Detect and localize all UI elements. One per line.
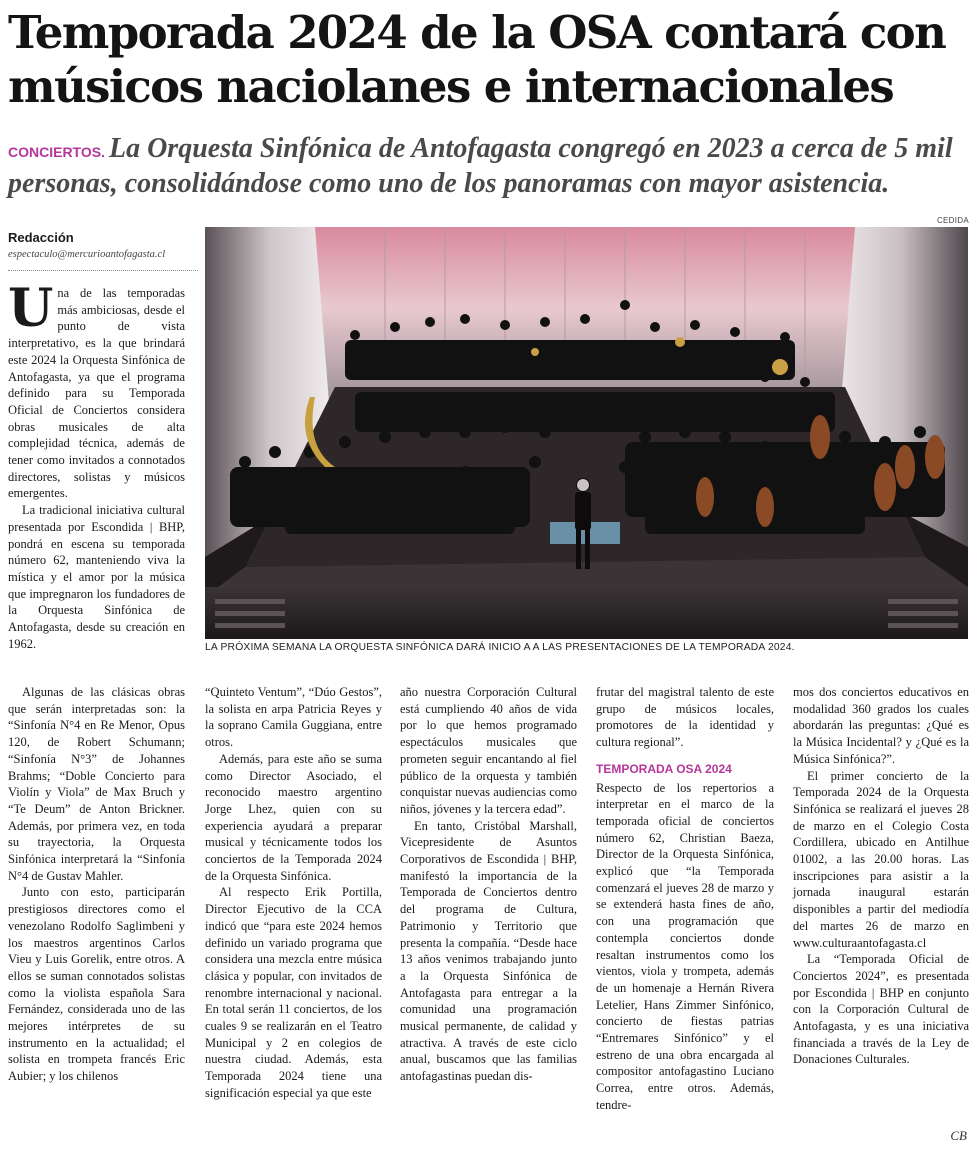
paragraph: Además, para este año se suma como Director Asociado, el reconocido maestro argentino Jorge Lhez, quien con su experiencia ayudará a preparar musical y técnicamente todos los conciertos de la Temporada 2024 de la Orquesta Sinfónica.	[205, 751, 382, 883]
paragraph: mos dos conciertos educativos en modalidad 360 grados los cuales abordarán las preguntas: ¿Qué es la Música Incidental? y ¿Qué es la Música Sinfónica?”.	[793, 685, 969, 766]
paragraph: El primer concierto de la Temporada 2024 de la Orquesta Sinfónica se realizará el jueves 28 de marzo en el Colegio Costa Cordillera, ubicado en Antilhue 01002, a las 20.00 horas. Las inscripciones para asistir a la jornada inaugural estarán disponibles a partir del mediodía del martes 26 de marzo en www.culturaantofagasta.cl	[793, 768, 969, 950]
byline-author: Redacción	[8, 230, 74, 245]
paragraph: La “Temporada Oficial de Conciertos 2024”, es presentada por Escondida | BHP en conjunto con la Corporación Cultural de Antofagasta, y es una iniciativa financiada a través de la Ley de Donaciones Culturales.	[793, 952, 969, 1067]
paragraph: La tradicional iniciativa cultural presentada por Escondida | BHP, pondrá en escena su temporada número 62, manteniendo viva la mística y el amor por la música que impregnaron los fundadores de la Orquesta Sinfónica de Antofagasta, desde su creación en 1962.	[8, 503, 185, 651]
photo-credit: CEDIDA	[936, 216, 969, 225]
paragraph: En tanto, Cristóbal Marshall, Vicepresidente de Asuntos Corporativos de Escondida | BHP, manifestó la importancia de la Temporada de Conciertos dentro del programa de Cultura, Patrimonio y Territorio que presenta la compañía. “Desde hace 13 años venimos trabajando junto a la Orquesta Sinfónica de Antofagasta para entregar a la comunidad una programación musical permanente, de calidad y atractiva. A través de este ciclo anual, buscamos que las familias antofagastinas puedan dis-	[400, 818, 577, 1084]
paragraph: Algunas de las clásicas obras que serán interpretadas son: la “Sinfonía N°4 en Re Menor, Opus 120, de Robert Schumann; “Sinfonía N°3” de Johannes Brahms; “Doble Concierto para Violín y Viola” de Max Bruch y “Te Deum” de Anton Brickner. Además, por primera vez, en toda su trayectoria, la Orquesta Sinfónica interpretará la “Sinfonía N°4 de Gustav Mahler.	[8, 685, 185, 883]
byline-email: espectaculo@mercurioantofagasta.cl	[8, 249, 166, 260]
paragraph: “Quinteto Ventum”, “Dúo Gestos”, la solista en arpa Patricia Reyes y la soprano Camila Guggiana, entre otros.	[205, 685, 382, 750]
orchestra-illustration	[205, 227, 968, 639]
article-column-1b	[8, 684, 185, 1085]
paragraph: año nuestra Corporación Cultural está cumpliendo 40 años de vida por lo que hemos programado espectáculos musicales que prometen seguir encantando al fiel público de la orquesta y también conquistar nuevas audiencias como niños, jóvenes y la tercera edad”.	[400, 685, 577, 816]
orchestra-photo	[205, 227, 968, 639]
byline	[8, 230, 198, 271]
article-column-5	[793, 684, 969, 1068]
article-lead-paragraph: Una de las temporadas más ambiciosas, desde el punto de vista interpretativo, es la que brindará este 2024 la Orquesta Sinfónica de Antofagasta, ya que el programa definido para su Temporada Oficial de Conciertos considera obras musicales de alta complejidad técnica, además de tener como invitados a connotados directores, solistas y músicos emergentes.	[8, 278, 185, 501]
paragraph: Al respecto Erik Portilla, Director Ejecutivo de la CCA indicó que “para este 2024 hemos definido un variado programa que considera una mezcla entre música clásica y popular, con invitados de renombre internacional y nacional. En total serán 11 conciertos, de los cuales 9 se realizarán en el Teatro Municipal y 2 en colegios de nuestra ciudad. Además, esta Temporada 2024 tiene una significación especial ya que este	[205, 885, 382, 1100]
paragraph: Junto con esto, participarán prestigiosos directores como el venezolano Rodolfo Saglimbeni y los maestros argentinos Carlos Vieu y Luis Gorelik, entre otros. A ellos se suman connotados solistas como la violista española Sara Fernández, considerada uno de las mejores intérpretes de su instrumento en la actualidad; el solista en trompeta francés Eric Aubier; y los chilenos	[8, 885, 185, 1084]
headline: Temporada 2024 de la OSA contará con músicos naciolanes e internacionales	[8, 6, 946, 113]
section-subhead: TEMPORADA OSA 2024	[596, 761, 732, 776]
drop-cap: U	[8, 278, 54, 339]
paragraph: frutar del magistral talento de este grupo de músicos locales, promotores de la identidad y cultura regional”.	[596, 685, 774, 750]
article-column-2	[205, 684, 382, 1102]
article-column-1	[8, 278, 185, 652]
photo-caption: LA PRÓXIMA SEMANA LA ORQUESTA SINFÓNICA DARÁ INICIO A A LAS PRESENTACIONES DE LA TEMPORADA 2024.	[205, 642, 795, 653]
end-mark: CB	[950, 1128, 967, 1143]
section-kicker: CONCIERTOS.	[8, 144, 105, 160]
article-column-4	[596, 684, 774, 1114]
paragraph: Respecto de los repertorios a interpretar en el marco de la temporada oficial de conciertos número 62, Christian Baeza, Director de la Orquesta Sinfónica, explicó que “la Temporada comenzará el jueves 28 de marzo y se extenderá hasta fines de año, con una programación que contempla conciertos donde resaltan instrumentos como los vientos, viola y trompeta, además de un homenaje a Hernán Rivera Letelier, Hans Zimmer Sinfónico, concierto de fiestas patrias “Entremares Sinfónico” y el estreno de una obra encargada al compositor antofagastino Luciano Correa, entre otros. Además, tendre-	[596, 780, 774, 1112]
deck	[8, 133, 970, 200]
deck-text: La Orquesta Sinfónica de Antofagasta congregó en 2023 a cerca de 5 mil personas, consolidándose como uno de los panoramas con mayor asistencia.	[8, 133, 953, 199]
byline-divider	[8, 270, 198, 271]
article-column-3	[400, 684, 577, 1085]
